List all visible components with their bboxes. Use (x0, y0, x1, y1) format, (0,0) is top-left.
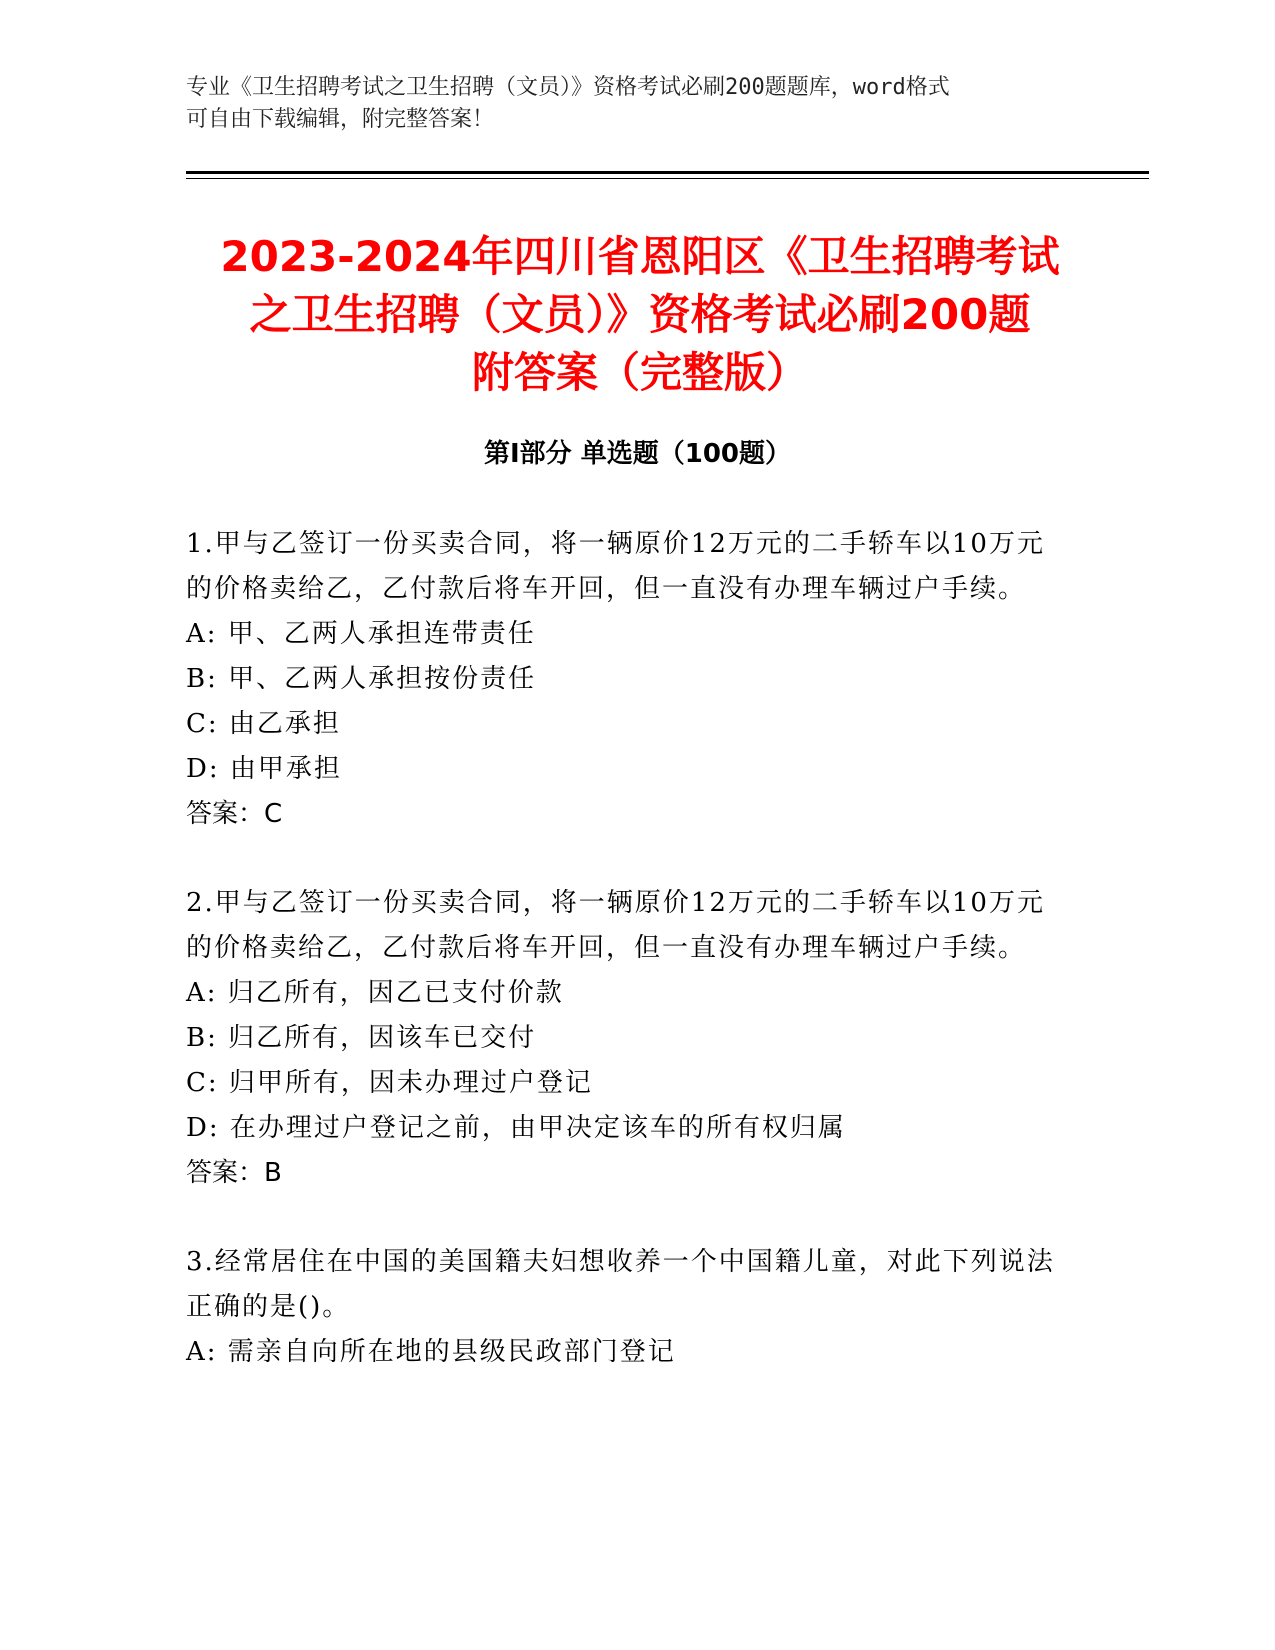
question-stem: 1.甲与乙签订一份买卖合同，将一辆原价12万元的二手轿车以10万元的价格卖给乙，乙付款后将车开回，但一直没有办理车辆过户手续。 (186, 529, 1045, 604)
question-option: B: 甲、乙两人承担按份责任 (186, 664, 537, 694)
question-option: D: 在办理过户登记之前，由甲决定该车的所有权归属 (186, 1113, 846, 1143)
question-item (186, 1240, 1066, 1375)
header-divider-thin (186, 178, 1149, 179)
header-note-line: 可自由下载编辑，附完整答案！ (186, 107, 495, 132)
question-item (186, 522, 1066, 837)
question-item (186, 881, 1066, 1196)
header-divider-thick (186, 171, 1149, 174)
header-note (186, 72, 1066, 136)
question-option: C: 由乙承担 (186, 709, 341, 739)
title-line: 之卫生招聘（文员）》资格考试必刷200题 (249, 290, 1031, 339)
question-stem: 3.经常居住在中国的美国籍夫妇想收养一个中国籍儿童，对此下列说法正确的是()。 (186, 1247, 1055, 1322)
question-list (186, 522, 1066, 1419)
question-option: D: 由甲承担 (186, 754, 342, 784)
question-option: B: 归乙所有，因该车已交付 (186, 1023, 537, 1053)
title-line: 附答案（完整版） (471, 348, 808, 397)
question-option: A: 归乙所有，因乙已支付价款 (186, 978, 564, 1008)
question-option: A: 甲、乙两人承担连带责任 (186, 619, 536, 649)
section-title: 第Ⅰ部分 单选题（100题） (484, 439, 791, 469)
question-stem: 2.甲与乙签订一份买卖合同，将一辆原价12万元的二手轿车以10万元的价格卖给乙，乙付款后将车开回，但一直没有办理车辆过户手续。 (186, 888, 1045, 963)
title-line: 2023-2024年四川省恩阳区《卫生招聘考试 (220, 232, 1060, 281)
document-title (190, 228, 1090, 402)
header-note-line: 专业《卫生招聘考试之卫生招聘（文员）》资格考试必刷200题题库，word格式 (186, 75, 950, 100)
question-answer: 答案：B (186, 1158, 282, 1188)
question-option: C: 归甲所有，因未办理过户登记 (186, 1068, 593, 1098)
question-answer: 答案：C (186, 799, 283, 829)
question-option: A: 需亲自向所在地的县级民政部门登记 (186, 1337, 676, 1367)
